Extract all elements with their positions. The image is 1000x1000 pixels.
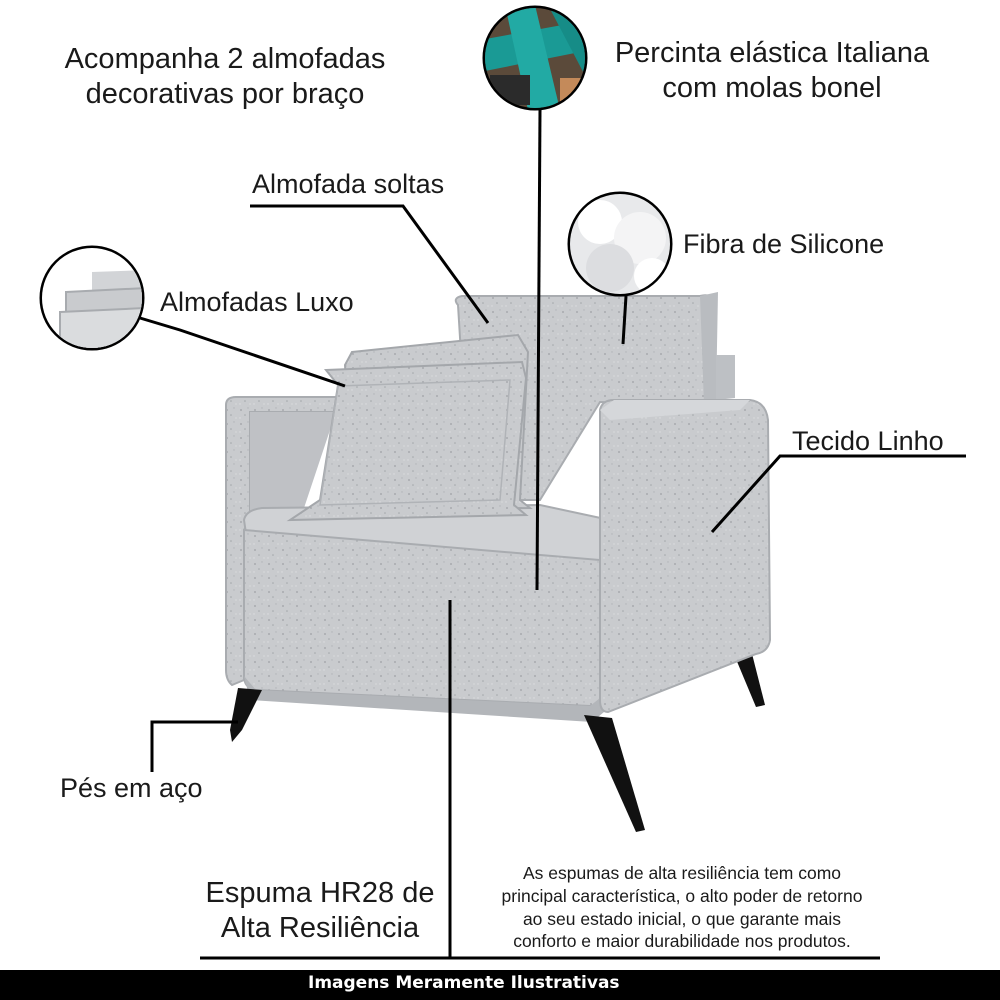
label-luxury-cushions: Almofadas Luxo — [160, 287, 354, 317]
steel-leg-front-right — [584, 715, 645, 832]
foam-description: As espumas de alta resiliência tem como principal característica, o alto poder de retorno ao seu estado inicial, o que garante mais conforto e maior durabilidade nos produtos. — [501, 863, 863, 952]
label-linen-fabric: Tecido Linho — [792, 426, 944, 456]
luxury-cushion-detail-icon — [40, 246, 150, 354]
elastic-straps-detail-icon — [480, 5, 592, 115]
label-loose-cushion: Almofada soltas — [252, 169, 445, 199]
footer-bar — [0, 970, 1000, 1000]
label-steel-feet: Pés em aço — [60, 773, 203, 803]
label-silicone-fiber: Fibra de Silicone — [683, 229, 885, 259]
seat-cushion — [244, 505, 610, 722]
label-elastic-straps: Percinta elástica Italiana com molas bonel — [614, 37, 930, 104]
silicone-fiber-detail-icon — [568, 192, 672, 296]
steel-leg-front-left — [230, 688, 262, 742]
footer-disclaimer: Imagens Meramente Ilustrativas — [308, 973, 620, 993]
label-hr28-foam: Espuma HR28 de Alta Resiliência — [205, 877, 435, 944]
label-decorative-pillows: Acompanha 2 almofadas decorativas por braço — [64, 43, 386, 110]
